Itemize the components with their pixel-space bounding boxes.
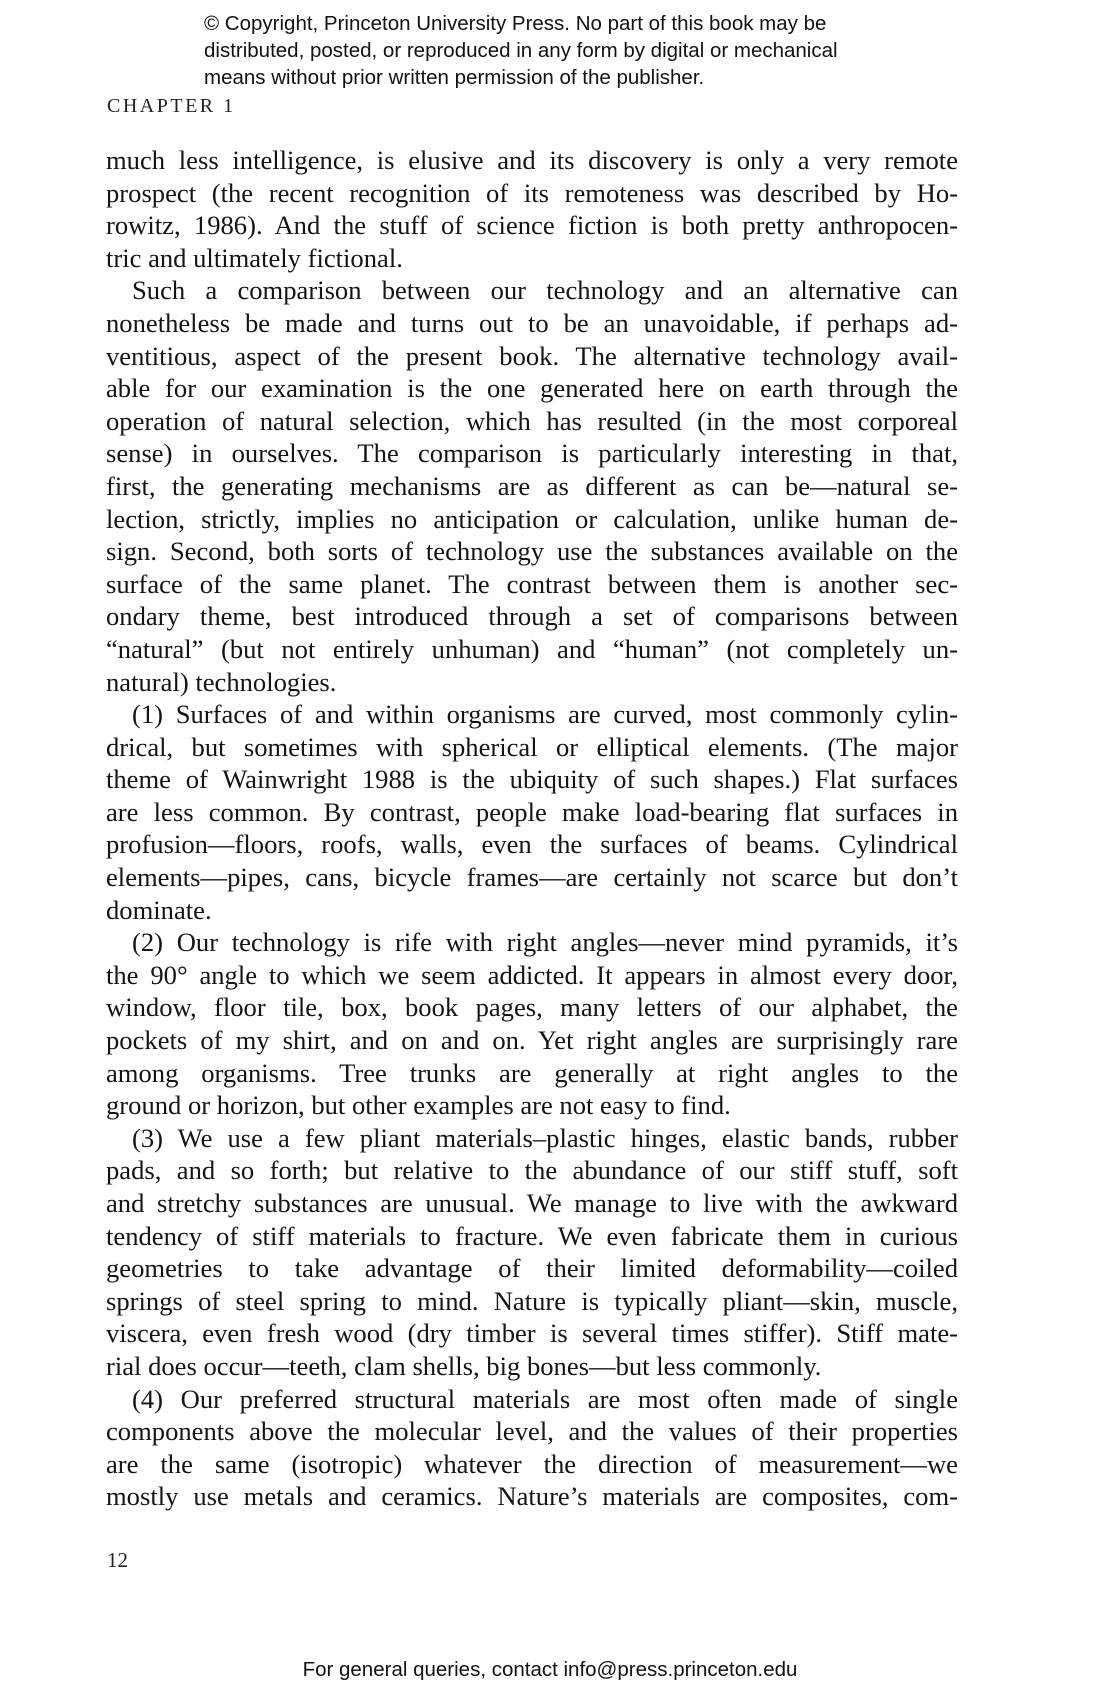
text-line: profusion—floors, roofs, walls, even the surfaces of beams. Cylindrical bbox=[106, 829, 958, 860]
text-line: rowitz, 1986). And the stuff of science fiction is both pretty anthropocen- bbox=[106, 210, 958, 241]
text-line: Such a comparison between our technology and an alternative can bbox=[132, 275, 958, 306]
running-head: CHAPTER 1 bbox=[107, 95, 236, 117]
text-line: rial does occur—teeth, clam shells, big bones—but less commonly. bbox=[106, 1350, 822, 1381]
text-line: theme of Wainwright 1988 is the ubiquity of such shapes.) Flat surfaces bbox=[106, 764, 958, 795]
text-line: pads, and so forth; but relative to the abundance of our stiff stuff, soft bbox=[106, 1155, 958, 1186]
text-line: among organisms. Tree trunks are generally at right angles to the bbox=[106, 1057, 958, 1088]
text-line: first, the generating mechanisms are as different as can be—natural se- bbox=[106, 470, 958, 501]
text-line: springs of steel spring to mind. Nature is typically pliant—skin, muscle, bbox=[106, 1285, 958, 1316]
paragraph-point-4 bbox=[106, 1383, 958, 1513]
text-line: surface of the same planet. The contrast between them is another sec- bbox=[106, 568, 958, 599]
text-line: (3) We use a few pliant materials–plastic hinges, elastic bands, rubber bbox=[132, 1122, 958, 1153]
text-line: ondary theme, best introduced through a set of comparisons between bbox=[106, 601, 958, 632]
text-line: operation of natural selection, which has resulted (in the most corporeal bbox=[106, 405, 958, 436]
text-line: dominate. bbox=[106, 894, 212, 925]
text-line: window, floor tile, box, book pages, many letters of our alphabet, the bbox=[106, 992, 958, 1023]
page-number: 12 bbox=[107, 1548, 128, 1572]
body-text bbox=[106, 144, 958, 1513]
paragraph-point-3 bbox=[106, 1122, 958, 1383]
text-line: sense) in ourselves. The comparison is particularly interesting in that, bbox=[106, 438, 958, 469]
text-line: lection, strictly, implies no anticipation or calculation, unlike human de- bbox=[106, 503, 958, 534]
text-line: viscera, even fresh wood (dry timber is several times stiffer). Stiff mate- bbox=[106, 1318, 958, 1349]
copyright-line-3: means without prior written permission of the publisher. bbox=[204, 66, 705, 89]
text-line: geometries to take advantage of their limited deformability—coiled bbox=[106, 1253, 958, 1284]
text-line: (2) Our technology is rife with right angles—never mind pyramids, it’s bbox=[132, 927, 958, 958]
text-line: able for our examination is the one generated here on earth through the bbox=[106, 373, 958, 404]
text-line: the 90° angle to which we seem addicted. It appears in almost every door, bbox=[106, 959, 958, 990]
text-line: sign. Second, both sorts of technology use the substances available on the bbox=[106, 536, 958, 567]
text-line: drical, but sometimes with spherical or elliptical elements. (The major bbox=[106, 731, 958, 762]
text-line: components above the molecular level, and the values of their properties bbox=[106, 1416, 958, 1447]
text-line: are the same (isotropic) whatever the direction of measurement—we bbox=[106, 1448, 958, 1479]
paragraph-point-2 bbox=[106, 926, 958, 1122]
text-line: nonetheless be made and turns out to be an unavoidable, if perhaps ad- bbox=[106, 307, 958, 338]
text-line: much less intelligence, is elusive and its discovery is only a very remote bbox=[106, 145, 958, 175]
text-line: natural) technologies. bbox=[106, 666, 337, 697]
text-line: prospect (the recent recognition of its remoteness was described by Ho- bbox=[106, 177, 958, 208]
text-line: tric and ultimately fictional. bbox=[106, 242, 403, 273]
text-line: tendency of stiff materials to fracture. We even fabricate them in curious bbox=[106, 1220, 958, 1251]
text-line: elements—pipes, cans, bicycle frames—are certainly not scarce but don’t bbox=[106, 862, 958, 893]
text-line: ground or horizon, but other examples are not easy to find. bbox=[106, 1090, 731, 1121]
text-line: pockets of my shirt, and on and on. Yet right angles are surprisingly rare bbox=[106, 1025, 958, 1056]
paragraph-comparison bbox=[106, 274, 958, 698]
paragraph-point-1 bbox=[106, 698, 958, 926]
text-line: ventitious, aspect of the present book. The alternative technology avail- bbox=[106, 340, 958, 371]
paragraph-continuation bbox=[106, 144, 958, 274]
copyright-line-1: © Copyright, Princeton University Press. No part of this book may be bbox=[204, 12, 827, 35]
copyright-line-2: distributed, posted, or reproduced in any form by digital or mechanical bbox=[204, 39, 838, 62]
text-line: mostly use metals and ceramics. Nature’s materials are composites, com- bbox=[106, 1481, 958, 1512]
text-line: (1) Surfaces of and within organisms are curved, most commonly cylin- bbox=[132, 699, 958, 730]
footer-contact: For general queries, contact info@press.princeton.edu bbox=[302, 1658, 798, 1681]
text-line: and stretchy substances are unusual. We manage to live with the awkward bbox=[106, 1188, 958, 1218]
text-line: are less common. By contrast, people make load-bearing flat surfaces in bbox=[106, 796, 958, 827]
text-line: (4) Our preferred structural materials are most often made of single bbox=[132, 1383, 958, 1414]
text-line: “natural” (but not entirely unhuman) and “human” (not completely un- bbox=[106, 633, 958, 664]
copyright-notice bbox=[204, 10, 964, 91]
